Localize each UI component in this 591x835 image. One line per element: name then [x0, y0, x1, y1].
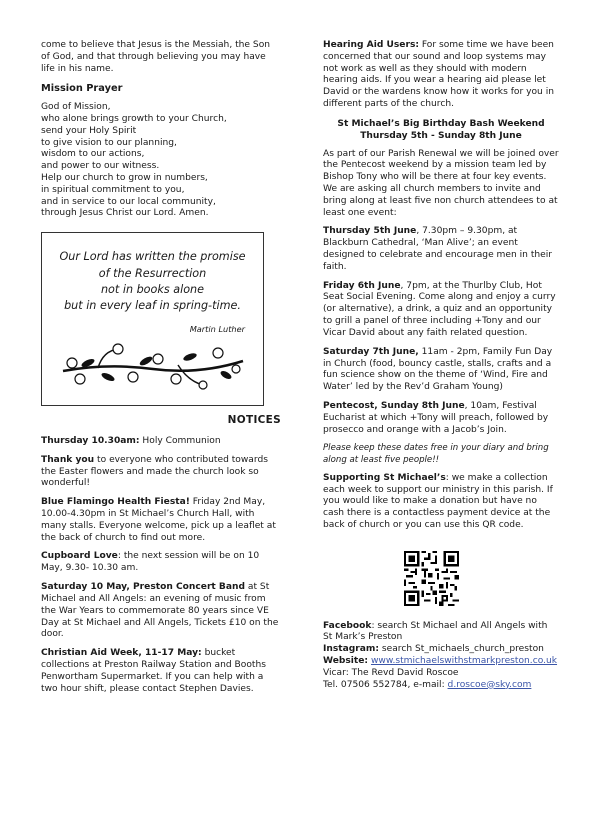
bash-intro: As part of our Parish Renewal we will be joined over the Pentecost weekend by a mission team led by Bishop Tony who will be there at four key events. We are asking all church members to invite and bring along at least five non church attendees to at least one event: [323, 148, 559, 218]
prayer-line: send your Holy Spirit [41, 125, 137, 136]
supporting-heading: Supporting St Michael’s [323, 472, 446, 483]
prayer-line: Help our church to grow in numbers, [41, 173, 208, 184]
quote-line: but in every leaf in spring-time. [64, 299, 241, 312]
event-item [323, 401, 559, 436]
notice-item [41, 648, 281, 695]
mission-prayer-heading: Mission Prayer [41, 83, 123, 95]
notice-bold: Blue Flamingo Health Fiesta! [41, 497, 190, 508]
hearing-aid-heading: Hearing Aid Users: [323, 40, 419, 50]
notice-item [41, 497, 281, 544]
prayer-text [41, 102, 281, 220]
dates-note: Please keep these dates free in your diary and bring along at least five people!! [323, 443, 549, 465]
event-item [323, 281, 559, 340]
facebook-line [323, 621, 559, 645]
blossom-branch-illustration [58, 341, 248, 391]
notice-bold: Saturday 10 May, Preston Concert Band [41, 582, 245, 593]
prayer-line: wisdom to our actions, [41, 149, 145, 160]
event-text: , 7.30pm – 9.30pm, at Blackburn Cathedral, ‘Man Alive’; an event designed to celebrate and encourage men in their faith. [323, 226, 553, 272]
prayer-line: who alone brings growth to your Church, [41, 113, 227, 124]
website-line [323, 656, 559, 668]
qr-code[interactable] [404, 551, 459, 606]
event-date: Thursday 5th June [323, 226, 417, 237]
email-link[interactable]: d.roscoe@sky.com [447, 679, 532, 690]
event-date: Pentecost, Sunday 8th June [323, 400, 465, 411]
notice-text: Holy Communion [139, 435, 221, 446]
tel-line [323, 680, 559, 692]
notice-text: to everyone who contributed towards the Easter flowers and made the church look so wonderful! [41, 454, 268, 489]
event-text: , 10am, Festival Eucharist at which +Tony will preach, followed by prosecco and orange with a Jacob’s Join. [323, 400, 549, 435]
left-column [41, 40, 281, 702]
contact-block [323, 621, 559, 692]
instagram-label: Instagram: [323, 644, 379, 655]
event-item [323, 347, 559, 394]
prayer-line: God of Mission, [41, 102, 111, 113]
quote-line: not in books alone [100, 282, 205, 296]
notice-item [41, 455, 281, 490]
quote-line: Our Lord has written the promise [59, 250, 246, 264]
right-column [323, 40, 559, 691]
website-link[interactable]: www.stmichaelswithstmarkpreston.co.uk [370, 656, 558, 667]
prayer-line: and in service to our local community, [41, 196, 216, 207]
quote-box [41, 232, 264, 406]
website-label: Website: [323, 656, 369, 667]
notices-heading: NOTICES [227, 414, 281, 427]
facebook-text: : search St Michael and All Angels with St Mark’s Preston [323, 620, 548, 643]
hearing-aid-notice [323, 40, 559, 111]
quote-text [50, 249, 255, 314]
notice-bold: Thank you [41, 454, 95, 465]
instagram-line [323, 644, 559, 656]
event-text: 11am - 2pm, Family Fun Day in Church (food, bouncy castle, stalls, crafts and a fun science show on the theme of ‘Wind, Fire and Water’ led by the Rev’d Graham Young) [323, 346, 553, 393]
tel-text: Tel. 07506 552784, e-mail: [323, 679, 448, 690]
notice-text: : the next session will be on 10 May, 9.30- 10.30 am. [41, 551, 260, 574]
prayer-line: and power to our witness. [41, 161, 160, 172]
notice-text: Friday 2nd May, 10.00-4.30pm in St Michael’s Church Hall, with many stalls. Everyone welcome, pick up a leaflet at the back of church to find out more. [41, 497, 276, 543]
notice-text: bucket collections at Preston Railway Station and Booths Penwortham Supermarket. If you can help with a two hour shift, please contact Stephen Davies. [41, 648, 266, 694]
event-item [323, 226, 559, 273]
notice-bold: Cupboard Love [41, 551, 118, 562]
bash-title-line-1: St Michael’s Big Birthday Bash Weekend [337, 118, 545, 129]
notice-bold: Christian Aid Week, 11-17 May: [41, 648, 202, 659]
event-date: Friday 6th June [323, 280, 401, 291]
quote-line: of the Resurrection [98, 266, 207, 280]
vicar-line: Vicar: The Revd David Roscoe [323, 667, 459, 678]
notice-item [41, 551, 281, 575]
notice-text: at St Michael and All Angels: an evening of music from the War Years to commemorate 80 years since VE Day at St Michael and All Angels, Tickets £10 on the door. [41, 582, 279, 640]
prayer-line: through Jesus Christ our Lord. Amen. [41, 208, 209, 219]
bash-title [323, 119, 559, 143]
notice-item [41, 582, 281, 641]
prayer-line: to give vision to our planning, [41, 137, 177, 148]
event-date: Saturday 7th June, [323, 346, 419, 357]
instagram-text: search St_michaels_church_preston [379, 644, 544, 655]
quote-author: Martin Luther [189, 324, 245, 335]
event-text: , 7pm, at the Thurlby Club, Hot Seat Social Evening. Come along and enjoy a curry (or alternative), a drink, a quiz and an opportunity to grill a panel of three including +Tony and our Vicar David about any faith related question. [323, 280, 556, 338]
prayer-line: in spiritual commitment to you, [41, 184, 185, 195]
supporting-notice [323, 473, 559, 532]
notice-bold: Thursday 10.30am: [41, 435, 140, 446]
hearing-aid-text: For some time we have been concerned that our sound and loop systems may not work as well as they should with modern hearing aids. If you wear a hearing aid please let David or the wardens know how it works for you in different parts of the church. [323, 40, 554, 110]
intro-paragraph: come to believe that Jesus is the Messiah, the Son of God, and that through believing you may have life in his name. [41, 40, 271, 74]
bash-title-line-2: Thursday 5th - Sunday 8th June [360, 130, 522, 141]
supporting-text: : we make a collection each week to support our ministry in this parish. If you would like to make a donation but have no cash there is a contactless payment device at the back of church or you can use this QR code. [323, 472, 553, 530]
notice-item [41, 436, 281, 448]
facebook-label: Facebook [323, 620, 372, 631]
